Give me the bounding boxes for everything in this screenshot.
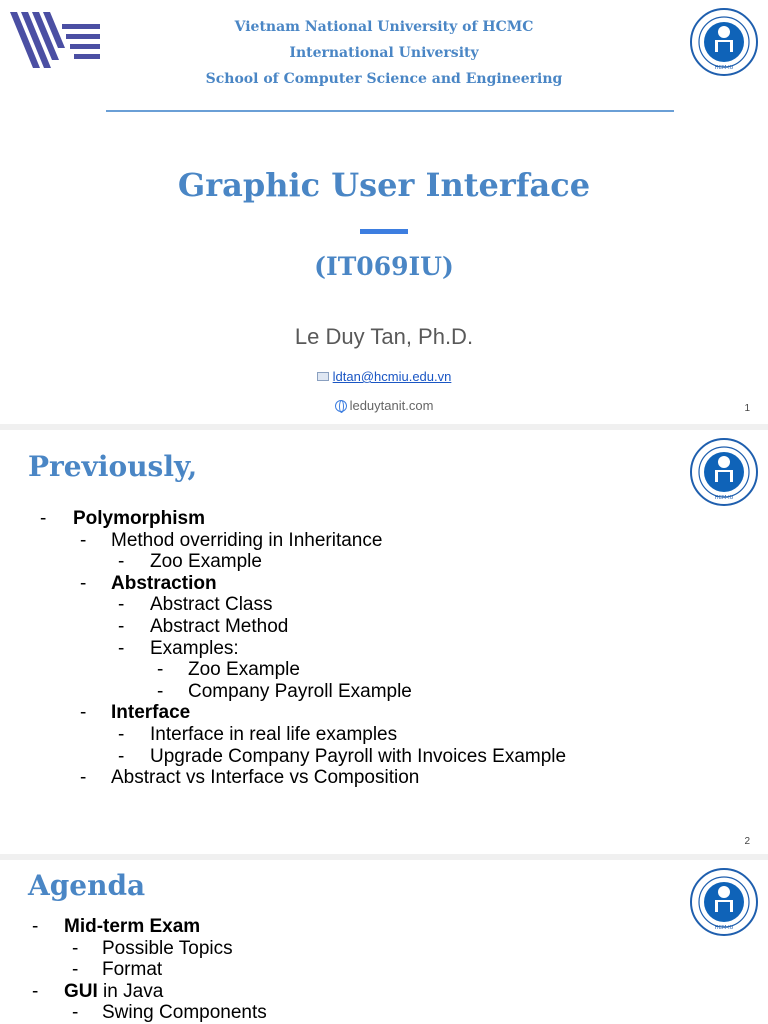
list-item: - Abstract Method bbox=[118, 615, 289, 637]
website-row bbox=[0, 398, 768, 413]
agenda-list bbox=[0, 916, 720, 1024]
website-text: leduytanit.com bbox=[349, 398, 434, 413]
seal-text: HCM-IU bbox=[714, 495, 734, 501]
header-divider bbox=[106, 110, 674, 112]
header-line-institution: International University bbox=[289, 45, 479, 61]
seal-text: HCM-IU bbox=[714, 925, 734, 931]
list-item: - Upgrade Company Payroll with Invoices Example bbox=[118, 745, 567, 767]
slide-title: Agenda bbox=[28, 869, 146, 902]
page-number: 1 bbox=[744, 403, 750, 414]
list-item: - Method overriding in Inheritance bbox=[80, 529, 383, 551]
university-seal-icon bbox=[690, 8, 758, 76]
list-item: - Examples: bbox=[118, 637, 239, 659]
list-item: - GUI in Java bbox=[32, 980, 164, 1002]
seal-text: HCM-IU bbox=[714, 65, 734, 71]
list-item: - Abstract vs Interface vs Composition bbox=[80, 767, 420, 789]
university-seal-icon bbox=[690, 438, 758, 506]
title-accent-bar bbox=[360, 229, 408, 234]
agenda-slide bbox=[0, 860, 768, 1024]
header-line-school: School of Computer Science and Engineering bbox=[205, 71, 563, 87]
list-item: - Abstraction bbox=[80, 572, 217, 594]
list-item: - Zoo Example bbox=[118, 551, 262, 573]
list-item: - Interface in real life examples bbox=[118, 723, 398, 745]
list-item: - Mid-term Exam bbox=[32, 916, 201, 937]
course-code: (IT069IU) bbox=[314, 252, 454, 281]
institution-header bbox=[120, 14, 648, 92]
globe-icon bbox=[335, 400, 347, 412]
list-item: - Polymorphism bbox=[40, 508, 205, 529]
bullet-list bbox=[0, 508, 720, 789]
author-name: Le Duy Tan, Ph.D. bbox=[294, 324, 474, 349]
list-item: - Abstract Class bbox=[118, 594, 273, 616]
list-item: - Possible Topics bbox=[72, 937, 233, 959]
email-row bbox=[0, 369, 768, 384]
page-number: 2 bbox=[744, 836, 750, 847]
header-line-university: Vietnam National University of HCMC bbox=[234, 19, 534, 35]
page-title: Graphic User Interface bbox=[177, 166, 591, 204]
list-item: - Swing Components bbox=[72, 1002, 267, 1024]
slide-title: Previously, bbox=[28, 450, 198, 483]
list-item: - Company Payroll Example bbox=[157, 680, 412, 702]
previously-slide bbox=[0, 430, 768, 854]
list-item: - Interface bbox=[80, 702, 191, 724]
email-link[interactable]: ldtan@hcmiu.edu.vn bbox=[332, 369, 452, 384]
list-item: - Format bbox=[72, 959, 163, 981]
list-item: - Zoo Example bbox=[157, 659, 300, 681]
title-slide bbox=[0, 0, 768, 424]
university-logo-icon bbox=[10, 12, 102, 70]
mail-icon bbox=[317, 372, 329, 381]
